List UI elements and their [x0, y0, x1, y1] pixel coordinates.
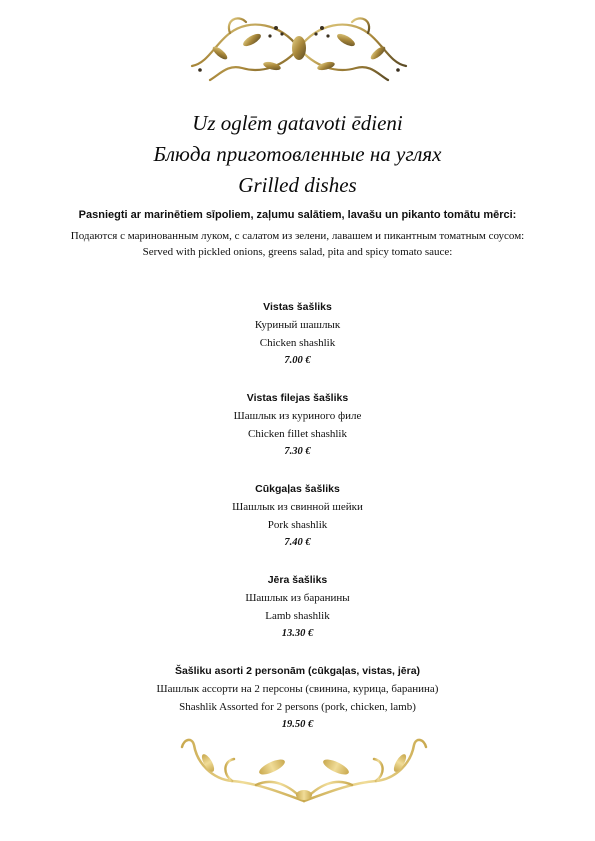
menu-item [0, 571, 595, 643]
item-name-russian: Куриный шашлык [254, 319, 341, 331]
intro-latvian: Pasniegti ar marinētiem sīpoliem, zaļumu salātiem, lavašu un pikanto tomātu mērci: [78, 209, 517, 221]
item-name-latvian: Šašliku asorti 2 personām (cūkgaļas, vistas, jēra) [174, 665, 421, 677]
item-name-english: Chicken shashlik [259, 337, 336, 349]
item-name-russian: Шашлык из баранины [245, 592, 350, 604]
item-price: 13.30 € [281, 628, 314, 639]
item-name-latvian: Vistas filejas šašliks [246, 392, 349, 404]
title-latvian: Uz oglēm gatavoti ēdieni [192, 111, 403, 135]
item-price: 7.40 € [284, 537, 311, 548]
item-name-russian: Шашлык из куриного филе [233, 410, 362, 422]
title-russian: Блюда приготовленные на углях [153, 142, 442, 166]
item-name-english: Chicken fillet shashlik [248, 428, 347, 440]
top-ornament [180, 8, 418, 88]
item-name-latvian: Vistas šašliks [263, 301, 332, 313]
item-name-latvian: Cūkgaļas šašliks [255, 483, 340, 495]
menu-list [0, 298, 595, 753]
intro-english: Served with pickled onions, greens salad, pita and spicy tomato sauce: [142, 246, 453, 258]
item-price: 7.00 € [284, 355, 311, 366]
title-english: Grilled dishes [238, 173, 357, 197]
menu-item [0, 298, 595, 370]
menu-item [0, 480, 595, 552]
menu-item [0, 662, 595, 734]
intro-block [0, 207, 595, 260]
item-price: 7.30 € [284, 446, 311, 457]
item-name-latvian: Jēra šašliks [267, 574, 328, 586]
item-name-russian: Шашлык ассорти на 2 персоны (свинина, курица, баранина) [156, 683, 439, 695]
item-name-english: Shashlik Assorted for 2 persons (pork, chicken, lamb) [179, 701, 416, 713]
item-price: 19.50 € [281, 719, 314, 730]
item-name-english: Pork shashlik [267, 519, 328, 531]
item-name-english: Lamb shashlik [265, 610, 330, 622]
item-name-russian: Шашлык из свинной шейки [232, 501, 363, 513]
intro-russian: Подаются с маринованным луком, с салатом из зелени, лавашем и пикантным томатным соусом: [70, 230, 525, 242]
title-block [0, 108, 595, 201]
bottom-ornament [172, 733, 436, 805]
menu-item [0, 389, 595, 461]
